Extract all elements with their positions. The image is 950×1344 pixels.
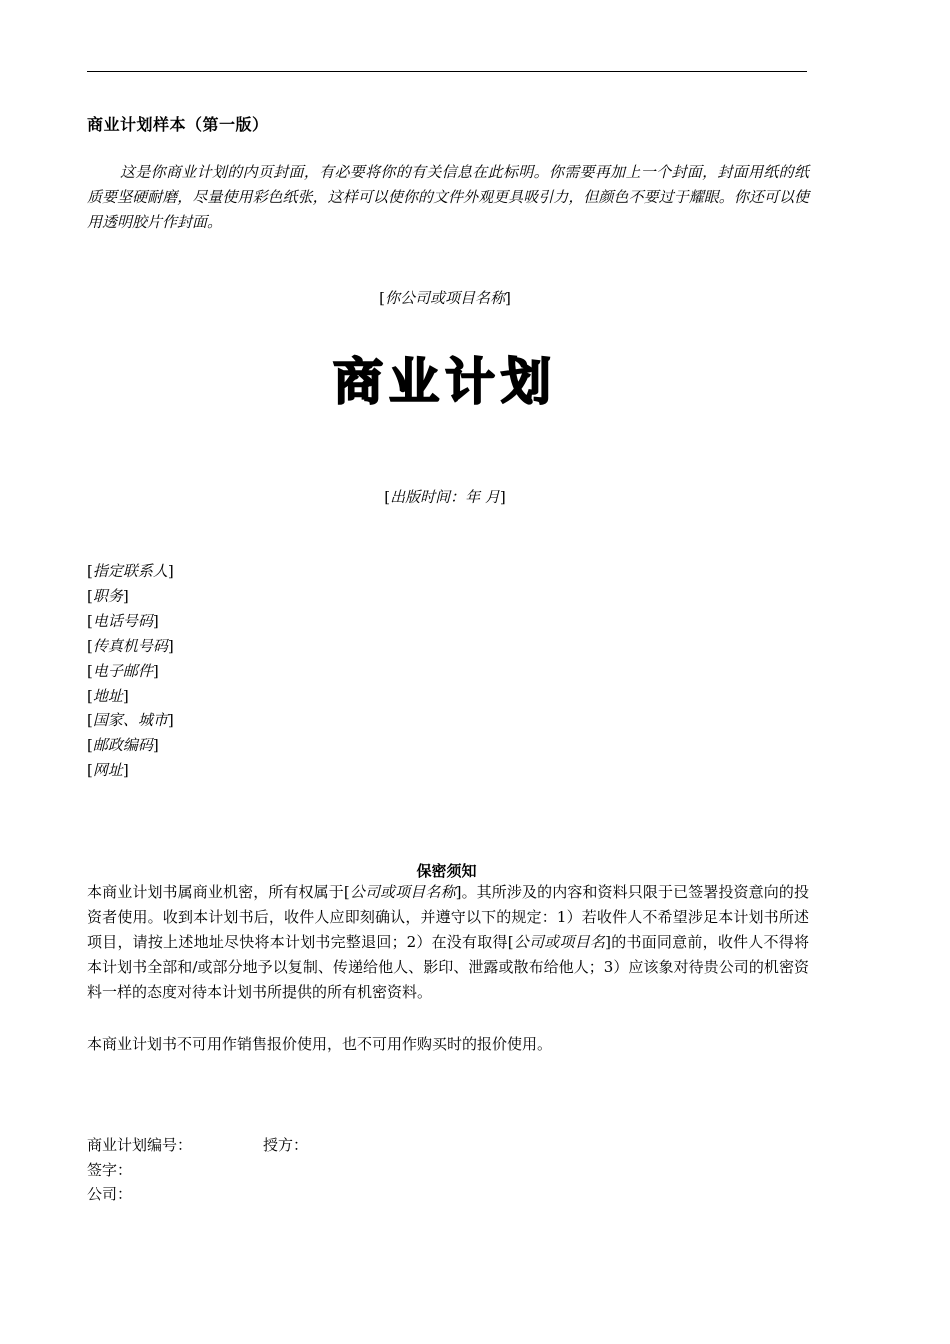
header-rule (87, 71, 807, 72)
cover-main-title: 商业计划 (333, 353, 557, 411)
contact-item-contact-person: [指定联系人] (87, 562, 174, 580)
plan-number-label: 商业计划编号： (87, 1136, 193, 1154)
publish-date-text: 出版时间：年 月 (390, 488, 500, 506)
contact-item-fax: [传真机号码] (87, 636, 174, 655)
contact-item-phone: [电话号码] (87, 611, 159, 630)
company-name-placeholder: [你公司或项目名称] (379, 289, 511, 307)
signature-block (87, 1133, 308, 1207)
confidentiality-title: 保密须知 (416, 862, 477, 880)
contact-item-website: [网址] (87, 761, 129, 780)
publish-date-placeholder: [出版时间：年 月] (384, 488, 506, 506)
pricing-disclaimer: 本商业计划书不可用作销售报价使用，也不可用作购买时的报价使用。 (87, 1035, 553, 1053)
contact-item-position: [职务] (87, 586, 129, 605)
company-label: 公司： (87, 1185, 133, 1203)
confidentiality-paragraph: 本商业计划书属商业机密，所有权属于[公司或项目名称]。其所涉及的内容和资料只限于已签署投资意向的投资者使用。收到本计划书后，收件人应即刻确认，并遵守以下的规定：1）若收件人不希望涉足本计划书所述项目，请按上述地址尽快将本计划书完整退回；2）在没有取得[公司或项目名]的书面同意前，收件人不得将本计划书全部和/或部分地予以复制、传递给他人、影印、泄露或散布给他人；3）应该象对待贵公司的机密资料一样的态度对待本计划书所提供的所有机密资料。 (87, 883, 809, 1001)
contact-item-country-city: [国家、城市] (87, 711, 174, 730)
contact-item-email: [电子邮件] (87, 661, 159, 680)
contact-info-list (87, 559, 174, 783)
signature-label: 签字： (87, 1160, 133, 1179)
document-heading: 商业计划样本（第一版） (87, 115, 269, 134)
company-reference: 公司或项目名称 (349, 883, 456, 901)
company-reference-2: 公司或项目名 (513, 933, 606, 951)
contact-item-postal-code: [邮政编码] (87, 736, 159, 755)
contact-item-address: [地址] (87, 686, 129, 705)
company-name-text: 你公司或项目名称 (384, 289, 505, 307)
grantee-label: 授方： (263, 1136, 309, 1154)
intro-paragraph: 这是你商业计划的内页封面，有必要将你的有关信息在此标明。你需要再加上一个封面，封面用纸的纸质要坚硬耐磨，尽量使用彩色纸张，这样可以使你的文件外观更具吸引力，但颜色不要过于耀眼。你还可以使用透明胶片作封面。 (87, 163, 809, 231)
